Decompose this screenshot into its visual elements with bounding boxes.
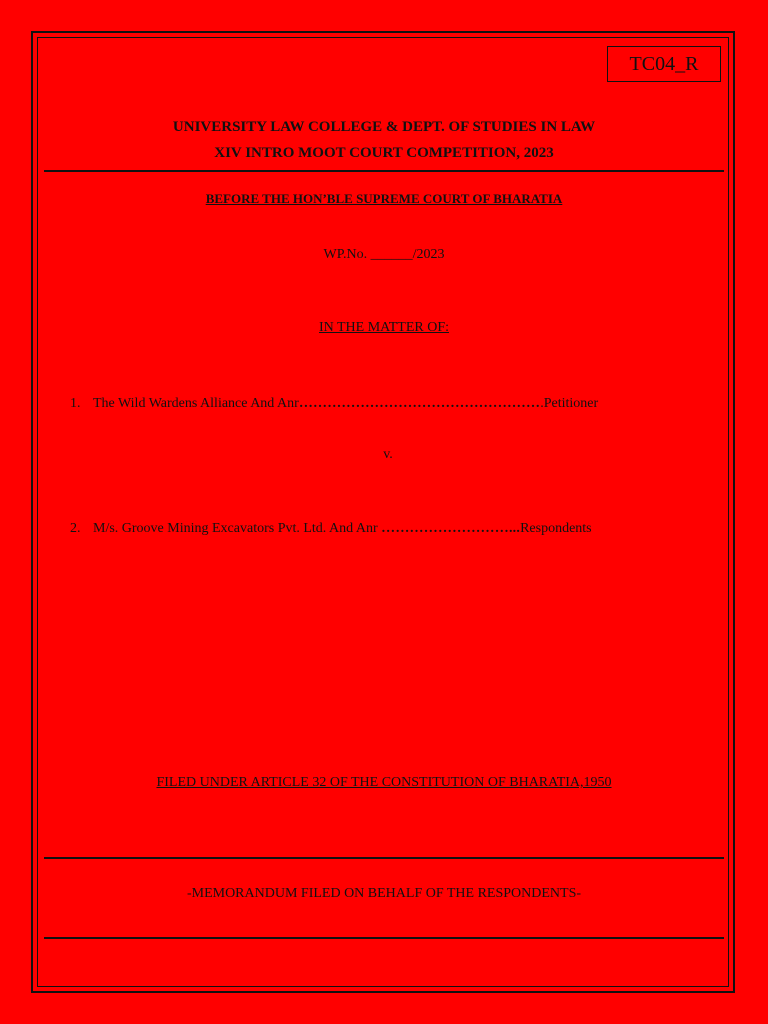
header-divider <box>44 170 724 172</box>
court-heading: BEFORE THE HON’BLE SUPREME COURT OF BHARATIA <box>205 191 563 206</box>
inner-page-border <box>37 37 729 987</box>
respondent-number: 2. <box>70 521 81 536</box>
team-code-box: TC04_R <box>607 46 721 82</box>
petitioner-line <box>70 396 598 412</box>
memorandum-top-divider <box>44 857 724 859</box>
filed-under-text: FILED UNDER ARTICLE 32 OF THE CONSTITUTION OF BHARATIA,1950 <box>156 775 612 790</box>
memorandum-text: -MEMORANDUM FILED ON BEHALF OF THE RESPONDENTS- <box>186 886 582 901</box>
versus-text: v. <box>383 447 393 462</box>
respondent-dots: ………………………... <box>381 521 521 536</box>
respondent-line <box>70 521 592 537</box>
memorandum-bottom-divider <box>44 937 724 939</box>
petitioner-role: .Petitioner <box>540 396 599 411</box>
institution-heading: UNIVERSITY LAW COLLEGE & DEPT. OF STUDIES IN LAW <box>172 119 596 135</box>
competition-heading: XIV INTRO MOOT COURT COMPETITION, 2023 <box>214 145 554 161</box>
petitioner-name: The Wild Wardens Alliance And Anr <box>93 396 299 411</box>
respondent-name: M/s. Groove Mining Excavators Pvt. Ltd. And Anr <box>93 521 382 536</box>
matter-heading: IN THE MATTER OF: <box>318 320 450 335</box>
respondent-role: Respondents <box>520 521 592 536</box>
petitioner-dots: …………………………………………… <box>298 396 541 411</box>
petitioner-number: 1. <box>70 396 81 411</box>
case-number: WP.No. ______/2023 <box>323 247 445 262</box>
